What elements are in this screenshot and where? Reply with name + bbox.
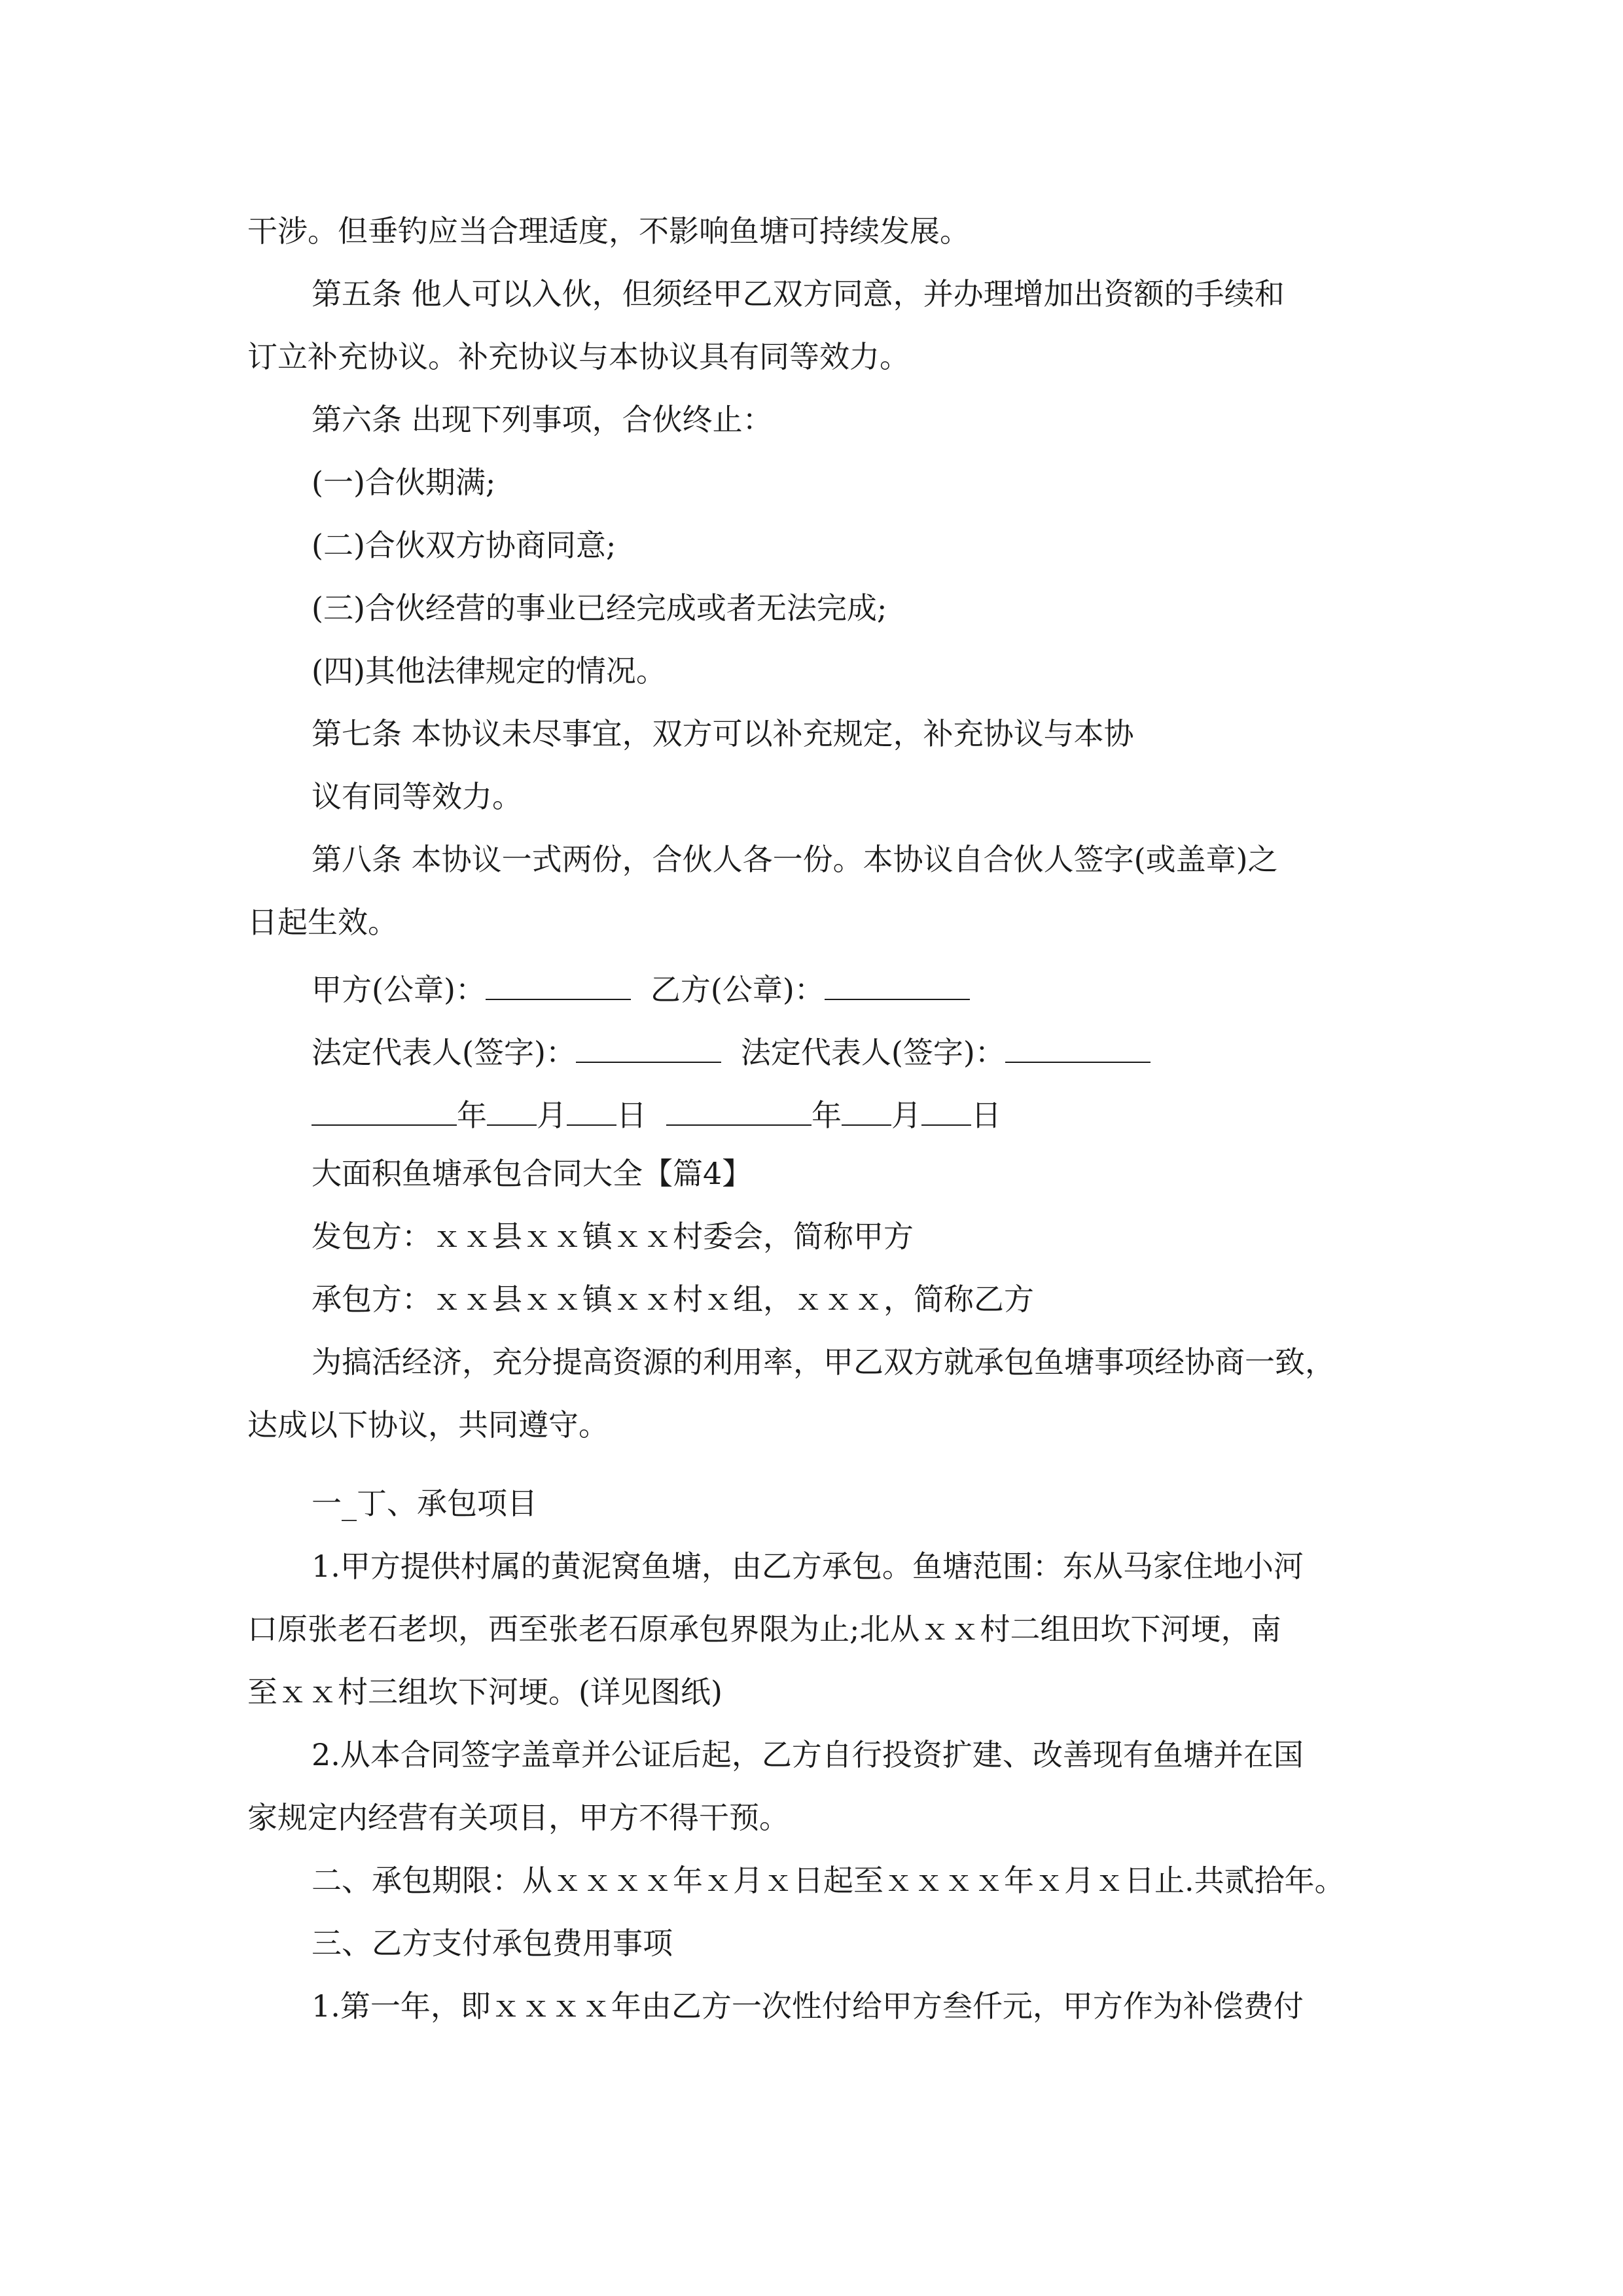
article-6-line: 第六条 出现下列事项，合伙终止： [312,402,773,437]
signature-blank [825,970,970,1000]
clause-heading: 三、乙方支付承包费用事项 [312,1926,673,1961]
paragraph-line: 家规定内经营有关项目，甲方不得干预。 [247,1800,789,1835]
paragraph-line: 为搞活经济，充分提高资源的利用率，甲乙双方就承包鱼塘事项经协商一致， [312,1344,1335,1380]
clause-heading: 二、承包期限：从ｘｘｘｘ年ｘ月ｘ日起至ｘｘｘｘ年ｘ月ｘ日止.共贰拾年。 [312,1863,1345,1898]
paragraph-line: 日起生效。 [247,905,398,940]
list-item: (一)合伙期满; [312,465,496,500]
rep-b-label: 法定代表人(签字)： [740,1035,1005,1070]
contractor-line: 发包方：ｘｘ县ｘｘ镇ｘｘ村委会，简称甲方 [312,1219,914,1254]
signature-blank [1005,1033,1150,1063]
paragraph-line: 至ｘｘ村三组坎下河埂。(详见图纸) [247,1674,722,1710]
year-label: 年 [457,1098,487,1133]
date-blank [842,1096,891,1126]
list-item: (三)合伙经营的事业已经完成或者无法完成; [312,590,887,626]
article-5-line: 第五条 他人可以入伙，但须经甲乙双方同意，并办理增加出资额的手续和 [312,276,1285,312]
party-b-seal-label: 乙方(公章)： [650,972,825,1007]
rep-a-label: 法定代表人(签字)： [312,1035,576,1070]
paragraph-line: 口原张老石老坝，西至张老石原承包界限为止;北从ｘｘ村二组田坎下河埂，南 [247,1611,1281,1647]
date-blank [312,1096,457,1126]
date-line [312,1096,1001,1133]
day-label: 日 [971,1098,1001,1133]
contractee-line: 承包方：ｘｘ县ｘｘ镇ｘｘ村ｘ组，ｘｘｘ，简称乙方 [312,1282,1034,1317]
list-item: (二)合伙双方协商同意; [312,528,616,563]
signature-blank [486,970,631,1000]
day-label: 日 [616,1098,647,1133]
representative-line [312,1033,1150,1070]
party-a-seal-label: 甲方(公章)： [312,972,486,1007]
date-blank [666,1096,812,1126]
paragraph-line: 议有同等效力。 [312,779,522,814]
paragraph-line: 1.甲方提供村属的黄泥窝鱼塘，由乙方承包。鱼塘范围：东从马家住地小河 [312,1549,1304,1584]
date-blank [567,1096,616,1126]
year-label: 年 [812,1098,842,1133]
paragraph-line: 2.从本合同签字盖章并公证后起，乙方自行投资扩建、改善现有鱼塘并在国 [312,1737,1304,1772]
paragraph-line: 1.第一年，即ｘｘｘｘ年由乙方一次性付给甲方叁仟元，甲方作为补偿费付 [312,1988,1304,2024]
paragraph-line: 订立补充协议。补充协议与本协议具有同等效力。 [247,339,910,374]
section-heading: 大面积鱼塘承包合同大全【篇4】 [312,1156,753,1191]
list-item: (四)其他法律规定的情况。 [312,653,666,689]
article-7-line: 第七条 本协议未尽事宜，双方可以补充规定，补充协议与本协 [312,716,1134,751]
article-8-line: 第八条 本协议一式两份，合伙人各一份。本协议自合伙人签字(或盖章)之 [312,842,1278,877]
date-blank [487,1096,537,1126]
seal-line [312,970,970,1005]
month-label: 月 [891,1098,921,1133]
signature-blank [576,1033,721,1063]
paragraph-line: 干涉。但垂钓应当合理适度，不影响鱼塘可持续发展。 [247,213,970,249]
date-blank [921,1096,971,1126]
clause-heading: 一_丁、承包项目 [312,1486,537,1521]
paragraph-line: 达成以下协议，共同遵守。 [247,1407,609,1443]
month-label: 月 [537,1098,567,1133]
